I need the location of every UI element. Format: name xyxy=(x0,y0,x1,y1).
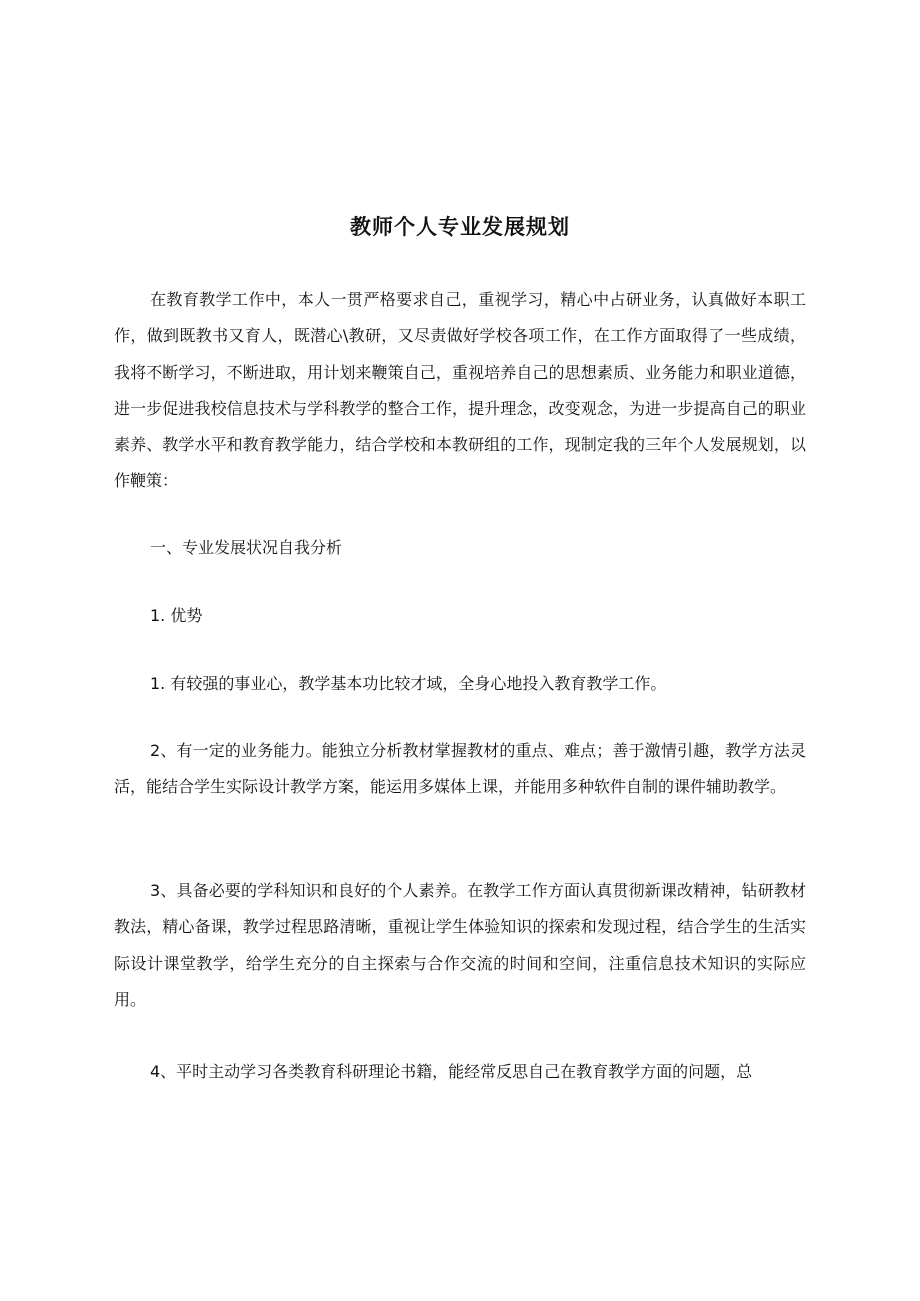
list-item: 1. 有较强的事业心，教学基本功比较才域，全身心地投入教育教学工作。 xyxy=(150,674,667,693)
document-title: 教师个人专业发展规划 xyxy=(350,215,570,239)
list-item: 4、平时主动学习各类教育科研理论书籍，能经常反思自己在教育教学方面的问题，总 xyxy=(150,1062,753,1081)
intro-paragraph: 在教育教学工作中，本人一贯严格要求自己，重视学习，精心中占研业务，认真做好本职工作，做到既教书又育人，既潜心\教研，又尽责做好学校各项工作，在工作方面取得了一些成绩，我将不断学习，不断进取，用计划来鞭策自己，重视培养自己的思想素质、业务能力和职业道德，进一步促进我校信息技术与学科教学的整合工作，提升理念，改变观念，为进一步提高自己的职业素养、教学水平和教育教学能力，结合学校和本教研组的工作，现制定我的三年个人发展规划，以作鞭策： xyxy=(114,290,806,491)
section-heading: 一、专业发展状况自我分析 xyxy=(150,538,343,557)
list-item: 2、有一定的业务能力。能独立分析教材掌握教材的重点、难点；善于激情引趣，教学方法灵活，能结合学生实际设计教学方案，能运用多媒体上课，并能用多种软件自制的课件辅助教学。 xyxy=(114,741,806,797)
subsection-heading: 1. 优势 xyxy=(150,606,203,625)
list-item: 3、具备必要的学科知识和良好的个人素养。在教学工作方面认真贯彻新课改精神，钻研教材教法，精心备课，教学过程思路清晰，重视让学生体验知识的探索和发现过程，结合学生的生活实际设计课堂教学，给学生充分的自主探索与合作交流的时间和空间，注重信息技术知识的实际应用。 xyxy=(114,881,806,1009)
